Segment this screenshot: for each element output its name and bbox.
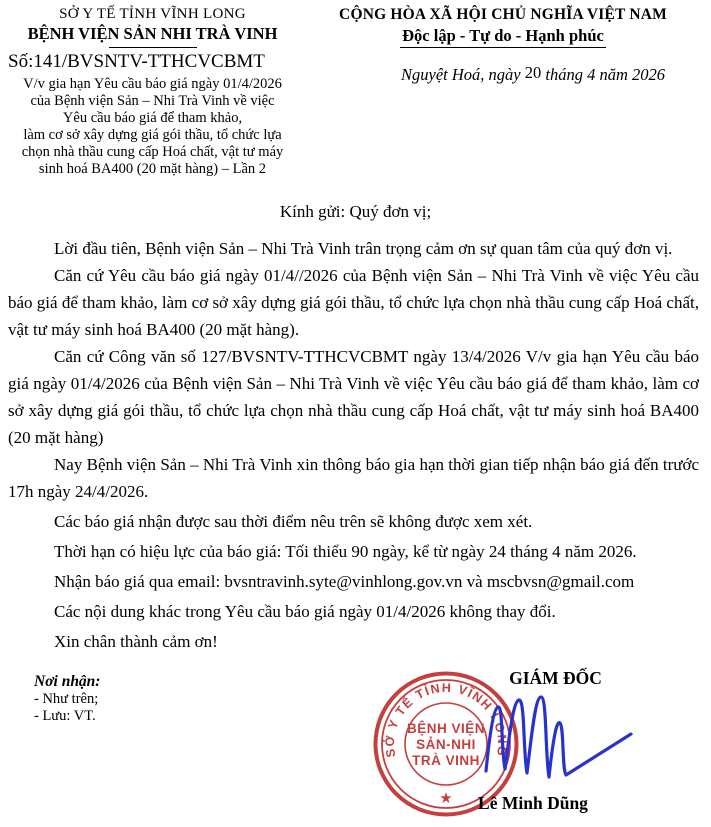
body-paragraph: Các báo giá nhận được sau thời điểm nêu trên sẽ không được xem xét.	[54, 512, 533, 532]
document-body	[0, 222, 711, 655]
date-day: 20	[524, 63, 542, 82]
body-paragraph: Lời đầu tiên, Bệnh viện Sản – Nhi Trà Vinh trân trọng cảm ơn sự quan tâm của quý đơn vị.	[54, 239, 673, 259]
document-footer	[0, 655, 711, 827]
date-prefix: Nguyệt Hoá, ngày	[401, 65, 525, 84]
director-signature-icon	[478, 691, 643, 787]
body-paragraph: Các nội dung khác trong Yêu cầu báo giá ngày 01/4/2026 không thay đổi.	[54, 602, 556, 622]
subject-line: của Bệnh viện Sản – Nhi Trà Vinh về việc	[30, 92, 275, 109]
national-motto-line2: Độc lập - Tự do - Hạnh phúc	[400, 26, 606, 48]
subject-line: làm cơ sở xây dựng giá gói thầu, tổ chức lựa	[23, 126, 282, 143]
date-suffix: tháng 4 năm 2026	[541, 65, 665, 84]
signer-name: Lê Minh Dũng	[478, 793, 588, 814]
body-paragraph: Nay Bệnh viện Sản – Nhi Trà Vinh xin thông báo gia hạn thời gian tiếp nhận báo giá đến trước 17h ngày 24/4/2026.	[8, 455, 699, 502]
document-number: Số:141/BVSNTV-TTHCVCBMT	[8, 51, 265, 72]
subject-line: chọn nhà thầu cung cấp Hoá chất, vật tư máy	[21, 143, 284, 160]
salutation-line: Kính gửi: Quý đơn vị;	[279, 202, 432, 222]
stamp-ring-text: SỞ Y TẾ TỈNH VĨNH LONG	[382, 681, 510, 759]
body-paragraph: Thời hạn có hiệu lực của báo giá: Tối thiểu 90 ngày, kể từ ngày 24 tháng 4 năm 2026.	[54, 542, 637, 562]
subject-line: sinh hoá BA400 (20 mặt hàng) – Lần 2	[38, 160, 267, 177]
stamp-star-icon: ★	[439, 791, 453, 808]
recipients-label: Nơi nhận:	[34, 673, 101, 691]
subject-line: Yêu cầu báo giá để tham khảo,	[62, 109, 243, 126]
recipient-item: - Lưu: VT.	[34, 708, 96, 725]
stamp-center-line: SẢN-NHI	[416, 737, 476, 753]
hospital-name: BỆNH VIỆN SẢN NHI TRÀ VINH	[27, 24, 278, 43]
org-name-underline	[109, 47, 197, 48]
body-paragraph: Căn cứ Công văn số 127/BVSNTV-TTHCVCBMT ngày 13/4/2026 V/v gia hạn Yêu cầu báo giá ngày 01/4/2026 của Bệnh viện Sản – Nhi Trà Vinh về việc Yêu cầu báo giá để tham khảo, làm cơ sở xây dựng giá gói thầu, tổ chức lựa chọn nhà thầu cung cấp Hoá chất, vật tư máy sinh hoá BA400 (20 mặt hàng)	[8, 347, 699, 448]
subject-line: V/v gia hạn Yêu cầu báo giá ngày 01/4/2026	[23, 76, 282, 92]
document-header	[0, 0, 711, 177]
national-motto-line1: CỘNG HÒA XÃ HỘI CHỦ NGHĨA VIỆT NAM	[339, 6, 667, 23]
body-paragraph-thanks: Xin chân thành cảm ơn!	[54, 632, 218, 652]
recipient-item: - Như trên;	[34, 690, 99, 707]
body-paragraph: Căn cứ Yêu cầu báo giá ngày 01/4//2026 của Bệnh viện Sản – Nhi Trà Vinh về việc Yêu cầu báo giá để tham khảo, làm cơ sở xây dựng giá gói thầu, tổ chức lựa chọn nhà thầu cung cấp Hoá chất, vật tư máy sinh hoá BA400 (20 mặt hàng).	[8, 266, 699, 340]
stamp-center-line: BỆNH VIỆN	[406, 721, 486, 737]
signer-title: GIÁM ĐỐC	[509, 668, 602, 689]
place-date-line	[305, 65, 701, 85]
issuing-org-block	[0, 6, 305, 177]
parent-org-name: SỞ Y TẾ TỈNH VĨNH LONG	[59, 6, 246, 22]
document-subject	[0, 76, 305, 177]
body-paragraph-email: Nhận báo giá qua email: bvsntravinh.syte@vinhlong.gov.vn và mscbvsn@gmail.com	[54, 572, 635, 592]
stamp-center-line: TRÀ VINH	[412, 753, 480, 769]
national-header-block	[305, 6, 711, 177]
recipients-block	[34, 673, 100, 726]
